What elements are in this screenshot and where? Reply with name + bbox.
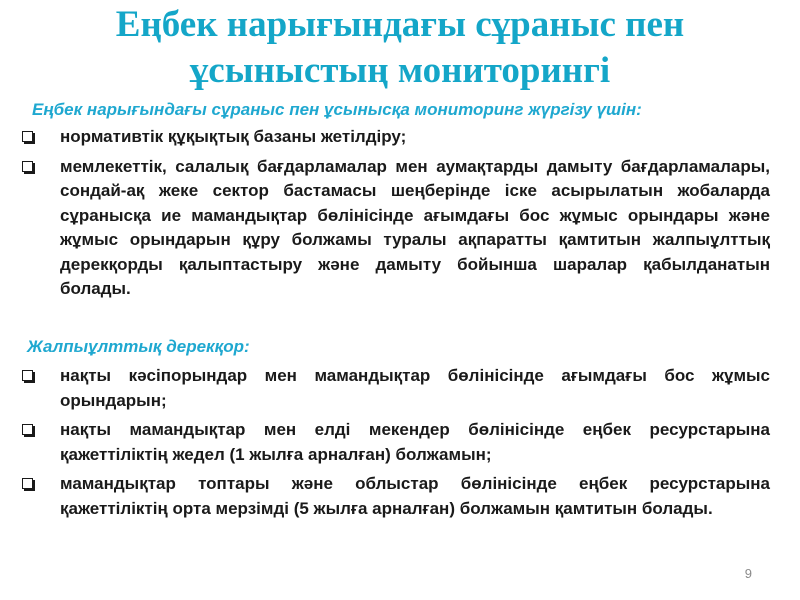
slide-title: Еңбек нарығындағы сұраныс пен ұсыныстың мониторингі (115, 4, 685, 91)
monitoring-measures-list (0, 125, 800, 307)
checkbox-bullet-icon (22, 424, 33, 435)
list-item (0, 364, 800, 413)
list-item-text: нормативтік құқықтық базаны жетілдіру; (60, 127, 407, 146)
checkbox-bullet-icon (22, 370, 33, 381)
list-item-text: нақты кәсіпорындар мен мамандықтар бөлінісінде ағымдағы бос жұмыс орындарын; (60, 366, 770, 410)
database-contents-list (0, 364, 800, 526)
checkbox-bullet-icon (22, 161, 33, 172)
list-item (0, 472, 800, 521)
list-item (0, 155, 800, 302)
list-item (0, 125, 800, 150)
list-item-text: мамандықтар топтары және облыстар бөлінісінде еңбек ресурстарына қажеттіліктің орта мерзімді (5 жылға арналған) болжамын қамтитын болады. (60, 474, 770, 518)
list-item (0, 418, 800, 467)
section-heading-database: Жалпыұлттық дерекқор: (27, 337, 250, 356)
checkbox-bullet-icon (22, 478, 33, 489)
list-item-text: мемлекеттік, салалық бағдарламалар мен аумақтарды дамыту бағдарламалары, сондай-ақ жеке сектор бастамасы шеңберінде іске асырылатын жобаларда сұранысқа ие мамандықтар бөлінісінде ағымдағы бос жұмыс орындары және жұмыс орындарын құру болжамы туралы ақпаратты қамтитын жалпыұлттық дерекқорды қалыптастыру және дамыту бойынша шаралар қабылданатын болады. (60, 156, 770, 298)
checkbox-bullet-icon (22, 131, 33, 142)
section-heading-monitoring: Еңбек нарығындағы сұраныс пен ұсынысқа мониторинг жүргізу үшін: (32, 100, 642, 119)
page-number: 9 (744, 566, 752, 581)
list-item-text: нақты мамандықтар мен елді мекендер бөлінісінде еңбек ресурстарына қажеттіліктің жедел (1 жылға арналған) болжамын; (60, 420, 770, 464)
